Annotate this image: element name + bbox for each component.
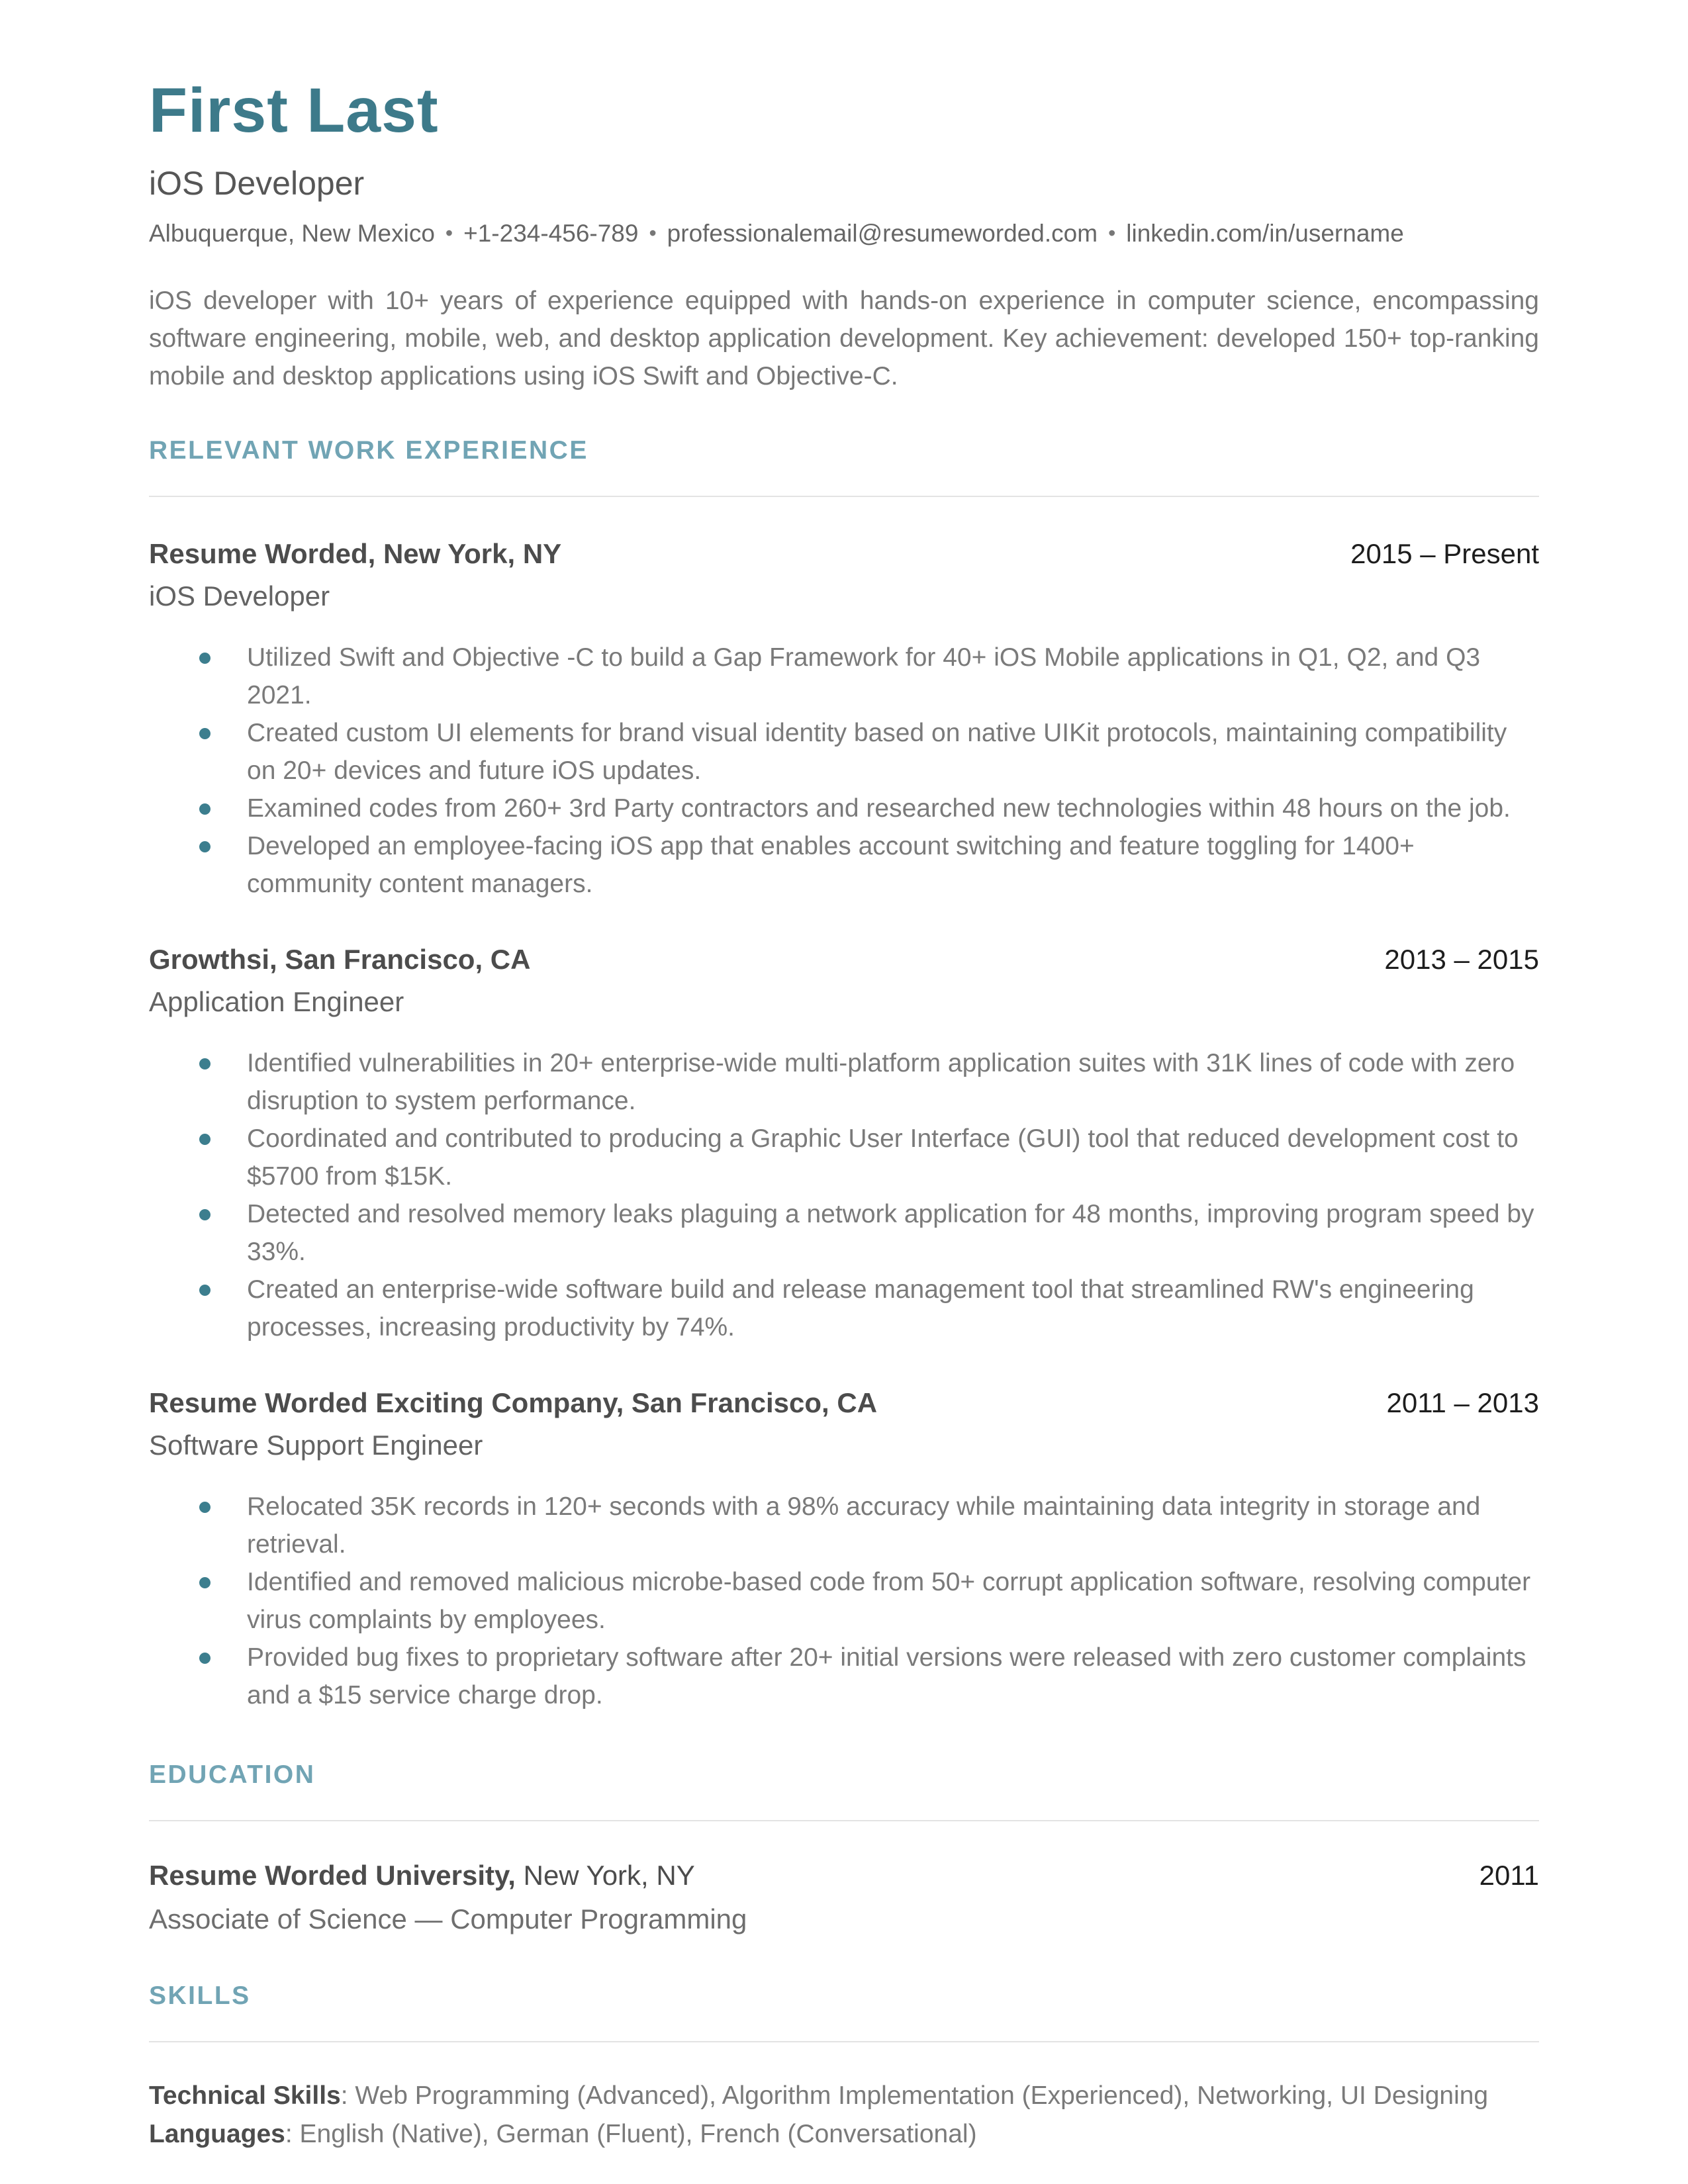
job-header	[149, 538, 1539, 570]
section-divider	[149, 496, 1539, 497]
section-heading-education: EDUCATION	[149, 1760, 316, 1789]
job-dates: 2011 – 2013	[1386, 1387, 1539, 1418]
job-bullet: Utilized Swift and Objective -C to build a Gap Framework for 40+ iOS Mobile applications in Q1, Q2, and Q3 2021.	[149, 639, 1539, 714]
skill-values: : Web Programming (Advanced), Algorithm Implementation (Experienced), Networking, UI Designing	[340, 2081, 1489, 2110]
job-bullet-list	[149, 1044, 1539, 1346]
section-divider	[149, 2041, 1539, 2042]
dot-separator: •	[649, 220, 657, 245]
job-dates: 2013 – 2015	[1384, 943, 1539, 975]
job-bullet-list	[149, 1488, 1539, 1714]
skills-list	[149, 2077, 1539, 2154]
dot-separator: •	[445, 220, 453, 245]
resume-header	[149, 75, 1539, 395]
job-dates: 2015 – Present	[1350, 537, 1539, 569]
job-header	[149, 944, 1539, 976]
contact-line	[149, 220, 1539, 248]
education-school-location: New York, NY	[515, 1859, 695, 1891]
job-bullet: Examined codes from 260+ 3rd Party contractors and researched new technologies within 48 hours on the job.	[149, 790, 1539, 827]
education-dates: 2011	[1479, 1859, 1539, 1891]
education-degree: Associate of Science — Computer Programming	[149, 1903, 747, 1934]
education-entry	[149, 1860, 1539, 1935]
section-heading-experience: RELEVANT WORK EXPERIENCE	[149, 435, 588, 465]
person-job-title: iOS Developer	[149, 164, 365, 202]
job-bullet: Coordinated and contributed to producing a Graphic User Interface (GUI) tool that reduced development cost to $5700 from $15K.	[149, 1120, 1539, 1195]
job-bullet: Detected and resolved memory leaks plaguing a network application for 48 months, improving program speed by 33%.	[149, 1195, 1539, 1271]
job-company: Growthsi, San Francisco, CA	[149, 943, 531, 975]
skill-category-label: Languages	[149, 2119, 285, 2148]
job-bullet: Relocated 35K records in 120+ seconds with a 98% accuracy while maintaining data integrity in storage and retrieval.	[149, 1488, 1539, 1563]
skill-line	[149, 2115, 1539, 2154]
job-bullet: Identified vulnerabilities in 20+ enterprise-wide multi-platform application suites with 31K lines of code with zero disruption to system performance.	[149, 1044, 1539, 1120]
person-name: First Last	[149, 75, 439, 146]
job-bullet: Developed an employee-facing iOS app that enables account switching and feature toggling for 1400+ community content managers.	[149, 827, 1539, 903]
skill-values: : English (Native), German (Fluent), French (Conversational)	[285, 2119, 977, 2148]
job-entry	[149, 1387, 1539, 1714]
section-skills	[149, 1981, 1539, 2154]
section-heading-skills: SKILLS	[149, 1981, 251, 2010]
dot-separator: •	[1108, 220, 1116, 245]
job-company: Resume Worded, New York, NY	[149, 537, 562, 569]
job-position: Software Support Engineer	[149, 1429, 483, 1461]
job-company: Resume Worded Exciting Company, San Francisco, CA	[149, 1387, 878, 1418]
job-entry	[149, 944, 1539, 1346]
job-bullet-list	[149, 639, 1539, 903]
job-bullet: Identified and removed malicious microbe-based code from 50+ corrupt application software, resolving computer virus complaints by employees.	[149, 1563, 1539, 1639]
contact-location: Albuquerque, New Mexico	[149, 219, 435, 247]
job-position: Application Engineer	[149, 985, 404, 1017]
skill-line	[149, 2077, 1539, 2115]
contact-linkedin: linkedin.com/in/username	[1126, 219, 1404, 247]
skill-category-label: Technical Skills	[149, 2081, 341, 2110]
job-bullet: Provided bug fixes to proprietary software after 20+ initial versions were released with zero customer complaints and a $15 service charge drop.	[149, 1639, 1539, 1714]
contact-phone: +1-234-456-789	[463, 219, 639, 247]
education-school-name: Resume Worded University,	[149, 1859, 516, 1891]
job-header	[149, 1387, 1539, 1419]
job-entry	[149, 538, 1539, 903]
education-header	[149, 1860, 1539, 1891]
section-divider	[149, 1820, 1539, 1821]
job-bullet: Created an enterprise-wide software build and release management tool that streamlined RW's engineering processes, increasing productivity by 74%.	[149, 1271, 1539, 1346]
section-education	[149, 1760, 1539, 1935]
education-school	[149, 1860, 695, 1891]
section-experience	[149, 436, 1539, 1714]
contact-email: professionalemail@resumeworded.com	[667, 219, 1098, 247]
job-bullet: Created custom UI elements for brand visual identity based on native UIKit protocols, maintaining compatibility on 20+ devices and future iOS updates.	[149, 714, 1539, 790]
job-position: iOS Developer	[149, 580, 330, 612]
professional-summary: iOS developer with 10+ years of experience equipped with hands-on experience in computer science, encompassing software engineering, mobile, web, and desktop application development. Key achievement: developed 150+ top-ranking mobile and desktop applications using iOS Swift and Objective-C.	[149, 286, 1539, 390]
